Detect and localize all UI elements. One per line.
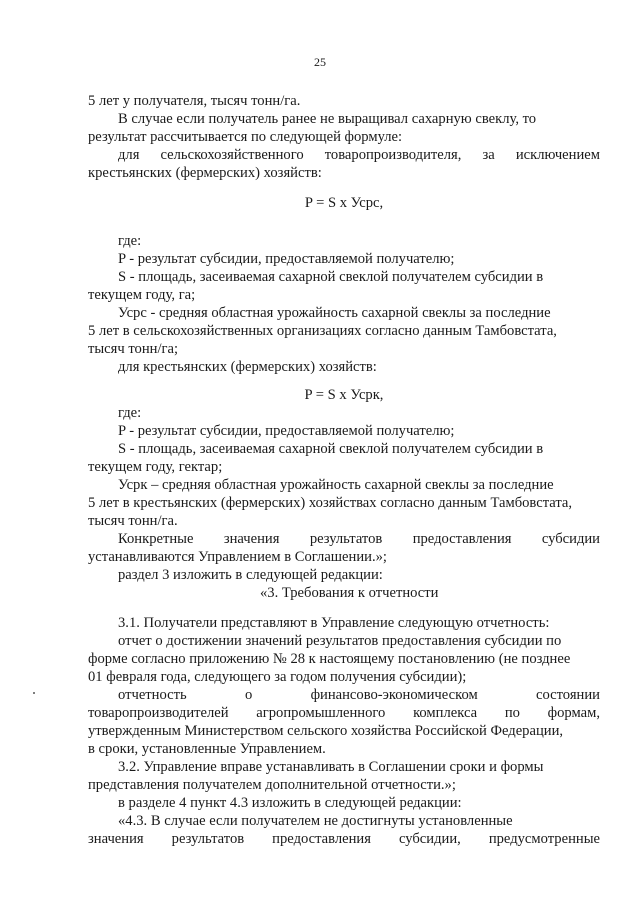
text-line-justified: [88, 704, 600, 722]
word: агропромышленного: [256, 705, 386, 721]
text-line: P - результат субсидии, предоставляемой получателю;: [118, 423, 455, 439]
word: Конкретные: [118, 531, 194, 547]
text-line: Усрс - средняя областная урожайность сахарной свеклы за последние: [118, 305, 551, 321]
word: исключением: [515, 147, 600, 163]
word: комплекса: [413, 705, 478, 721]
word: по: [504, 705, 520, 721]
text-line: S - площадь, засеиваемая сахарной свеклой получателем субсидии в: [118, 441, 544, 457]
text-line: 01 февраля года, следующего за годом получения субсидии);: [88, 669, 467, 685]
text-line: крестьянских (фермерских) хозяйств:: [88, 165, 322, 181]
word: сельскохозяйственного: [160, 147, 304, 163]
word: отчетность: [118, 687, 187, 703]
word: за: [482, 147, 495, 163]
scan-speck: [33, 692, 35, 694]
word: результатов: [309, 531, 383, 547]
text-line: результат рассчитывается по следующей формуле:: [88, 129, 403, 145]
text-line: В случае если получатель ранее не выращивал сахарную свеклу, то: [118, 111, 537, 127]
text-line: 5 лет в сельскохозяйственных организациях согласно данным Тамбовстата,: [88, 323, 557, 339]
text-line: в разделе 4 пункт 4.3 изложить в следующей редакции:: [118, 795, 462, 811]
text-line-justified: [118, 146, 600, 164]
text-line: форме согласно приложению № 28 к настоящему постановлению (не позднее: [88, 651, 571, 667]
text-line-justified: [118, 686, 600, 704]
text-line: текущем году, га;: [88, 287, 196, 303]
text-line: 5 лет в крестьянских (фермерских) хозяйствах согласно данным Тамбовстата,: [88, 495, 573, 511]
word: предусмотренные: [488, 831, 600, 847]
text-line: раздел 3 изложить в следующей редакции:: [118, 567, 383, 583]
formula: P = S x Усрс,: [304, 195, 384, 211]
text-line: в сроки, установленные Управлением.: [88, 741, 326, 757]
text-line: текущем году, гектар;: [88, 459, 223, 475]
word: товаропроизводителя,: [324, 147, 462, 163]
word: субсидии,: [398, 831, 461, 847]
word: предоставления: [412, 531, 512, 547]
text-line: 3.1. Получатели представляют в Управление следующую отчетность:: [118, 615, 550, 631]
section-heading: «3. Требования к отчетности: [260, 585, 439, 601]
text-line: 5 лет у получателя, тысяч тонн/га.: [88, 93, 301, 109]
text-line: где:: [118, 233, 142, 249]
formula: P = S x Усрк,: [304, 387, 384, 403]
page-number: 25: [314, 55, 326, 69]
text-line: тысяч тонн/га.: [88, 513, 178, 529]
word: о: [244, 687, 253, 703]
text-line: утвержденным Министерством сельского хозяйства Российской Федерации,: [88, 723, 564, 739]
text-line: где:: [118, 405, 142, 421]
text-line-justified: [118, 530, 600, 548]
word: предоставления: [272, 831, 371, 847]
word: субсидии: [541, 531, 600, 547]
word: для: [118, 147, 140, 163]
text-line: Усрк – средняя областная урожайность сахарной свеклы за последние: [118, 477, 554, 493]
word: результатов: [171, 831, 245, 847]
text-line: для крестьянских (фермерских) хозяйств:: [118, 359, 377, 375]
text-line: 3.2. Управление вправе устанавливать в Соглашении сроки и формы: [118, 759, 544, 775]
text-line: S - площадь, засеиваемая сахарной свеклой получателем субсидии в: [118, 269, 544, 285]
text-line: представления получателем дополнительной отчетности.»;: [88, 777, 456, 793]
text-line: устанавливаются Управлением в Соглашении.»;: [88, 549, 387, 565]
word: формам,: [547, 705, 600, 721]
text-line: P - результат субсидии, предоставляемой получателю;: [118, 251, 455, 267]
text-line: отчет о достижении значений результатов предоставления субсидии по: [118, 633, 562, 649]
word: товаропроизводителей: [88, 705, 229, 721]
word: финансово-экономическом: [310, 687, 478, 703]
text-line: тысяч тонн/га;: [88, 341, 179, 357]
word: состоянии: [536, 687, 600, 703]
text-line-justified: [88, 830, 600, 848]
word: значения: [88, 831, 144, 847]
text-line: «4.3. В случае если получателем не достигнуты установленные: [118, 813, 513, 829]
word: значения: [223, 531, 280, 547]
